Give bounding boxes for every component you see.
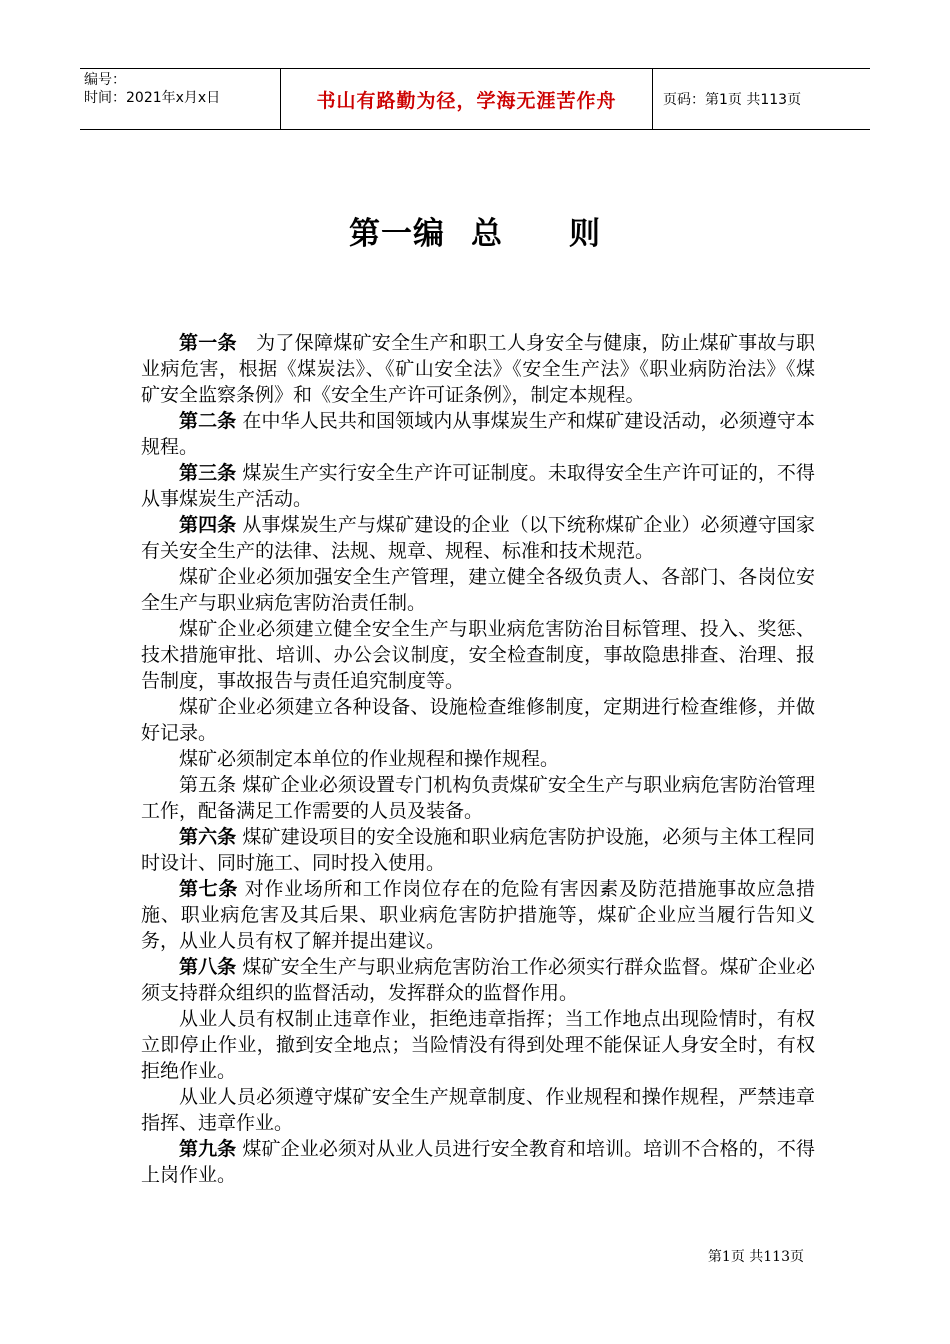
page-header xyxy=(80,68,870,130)
paragraph-text: 煤矿企业必须建立健全安全生产与职业病危害防治目标管理、投入、奖惩、技术措施审批、培训、办公会议制度，安全检查制度，事故隐患排查、治理、报告制度，事故报告与责任追究制度等。 xyxy=(141,618,815,692)
paragraph xyxy=(141,408,815,460)
paragraph-text: 从事煤炭生产与煤矿建设的企业（以下统称煤矿企业）必须遵守国家有关安全生产的法律、法规、规章、规程、标准和技术规范。 xyxy=(141,514,815,562)
paragraph-text: 煤矿企业必须加强安全生产管理，建立健全各级负责人、各部门、各岗位安全生产与职业病危害防治责任制。 xyxy=(141,566,815,614)
date-label: 时间：2021年x月x日 xyxy=(84,90,221,106)
paragraph-text: 煤矿安全生产与职业病危害防治工作必须实行群众监督。煤矿企业必须支持群众组织的监督活动，发挥群众的监督作用。 xyxy=(141,956,815,1004)
article-number: 第二条 xyxy=(179,410,237,432)
header-page-info: 页码：第1页 共113页 xyxy=(663,92,802,108)
title-word-1: 总 xyxy=(471,216,503,252)
paragraph-text: 从业人员必须遵守煤矿安全生产规章制度、作业规程和操作规程，严禁违章指挥、违章作业。 xyxy=(141,1086,815,1134)
paragraph-text: 为了保障煤矿安全生产和职工人身安全与健康，防止煤矿事故与职业病危害，根据《煤炭法》、《矿山安全法》《安全生产法》《职业病防治法》《煤矿安全监察条例》和《安全生产许可证条例》，制定本规程。 xyxy=(141,332,815,406)
article-number: 第四条 xyxy=(179,514,237,536)
paragraph-text: 煤矿建设项目的安全设施和职业病危害防护设施，必须与主体工程同时设计、同时施工、同时投入使用。 xyxy=(141,826,815,874)
title-word-2: 则 xyxy=(569,216,601,252)
article-number: 第六条 xyxy=(179,826,237,848)
document-body xyxy=(141,330,815,1188)
paragraph xyxy=(141,460,815,512)
paragraph xyxy=(141,694,815,746)
paragraph xyxy=(141,512,815,564)
page-title xyxy=(0,208,950,253)
header-motto: 书山有路勤为径，学海无涯苦作舟 xyxy=(281,69,653,129)
article-number: 第三条 xyxy=(179,462,237,484)
article-number: 第一条 xyxy=(179,332,237,354)
paragraph xyxy=(141,954,815,1006)
header-meta xyxy=(80,69,281,129)
paragraph xyxy=(141,564,815,616)
paragraph-text: 煤矿企业必须建立各种设备、设施检查维修制度，定期进行检查维修，并做好记录。 xyxy=(141,696,815,744)
article-number: 第八条 xyxy=(179,956,237,978)
paragraph-text: 煤炭生产实行安全生产许可证制度。未取得安全生产许可证的，不得从事煤炭生产活动。 xyxy=(141,462,815,510)
paragraph-text: 第五条 煤矿企业必须设置专门机构负责煤矿安全生产与职业病危害防治管理工作，配备满足工作需要的人员及装备。 xyxy=(141,774,815,822)
paragraph xyxy=(141,746,815,772)
paragraph xyxy=(141,1084,815,1136)
paragraph xyxy=(141,824,815,876)
article-number: 第七条 xyxy=(179,878,239,900)
page-footer: 第1页 共113页 xyxy=(707,1249,804,1265)
paragraph xyxy=(141,1136,815,1188)
paragraph xyxy=(141,876,815,954)
paragraph-text: 煤矿必须制定本单位的作业规程和操作规程。 xyxy=(179,748,560,770)
paragraph xyxy=(141,616,815,694)
title-part-label: 第一编 xyxy=(349,216,445,252)
paragraph-text: 对作业场所和工作岗位存在的危险有害因素及防范措施事故应急措施、职业病危害及其后果、职业病危害防护措施等，煤矿企业应当履行告知义务，从业人员有权了解并提出建议。 xyxy=(141,878,815,952)
paragraph xyxy=(141,1006,815,1084)
paragraph xyxy=(141,330,815,408)
article-number: 第九条 xyxy=(179,1138,237,1160)
paragraph xyxy=(141,772,815,824)
serial-label: 编号： xyxy=(84,72,126,88)
paragraph-text: 在中华人民共和国领域内从事煤炭生产和煤矿建设活动，必须遵守本规程。 xyxy=(141,410,815,458)
paragraph-text: 煤矿企业必须对从业人员进行安全教育和培训。培训不合格的，不得上岗作业。 xyxy=(141,1138,815,1186)
paragraph-text: 从业人员有权制止违章作业，拒绝违章指挥；当工作地点出现险情时，有权立即停止作业，撤到安全地点；当险情没有得到处理不能保证人身安全时，有权拒绝作业。 xyxy=(141,1008,815,1082)
